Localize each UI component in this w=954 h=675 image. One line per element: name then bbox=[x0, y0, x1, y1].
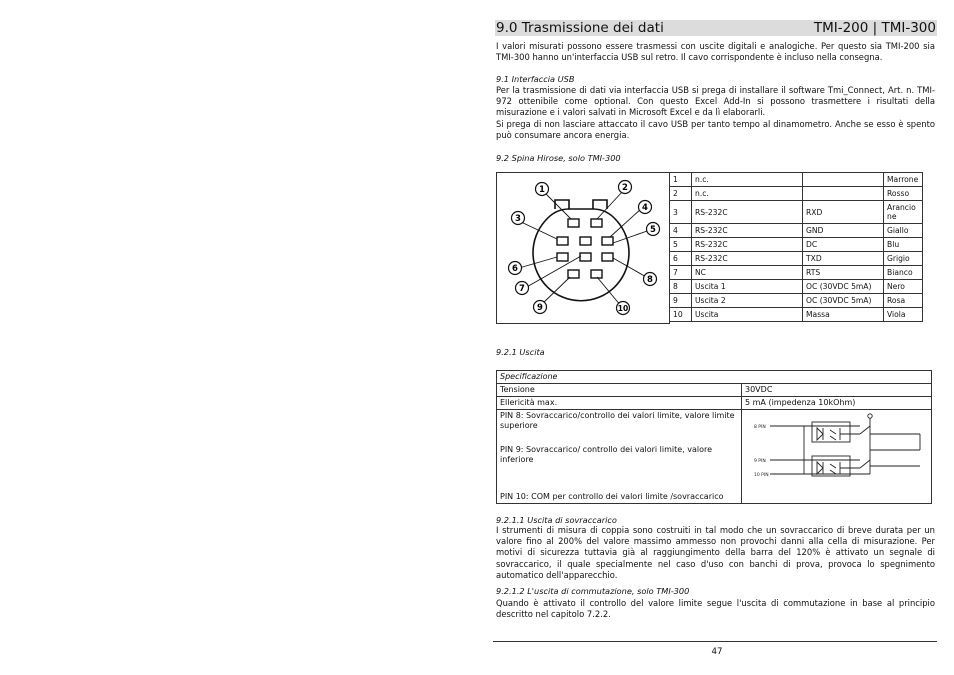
pin-name: Uscita 2 bbox=[692, 294, 803, 308]
pin8-description: PIN 8: Sovraccarico/controllo dei valori limite, valore limite superiore bbox=[500, 411, 735, 430]
pin-row bbox=[670, 224, 923, 238]
wire-color: Giallo bbox=[884, 224, 923, 238]
wire-color: Marrone bbox=[884, 173, 923, 187]
pin-assignment-table bbox=[669, 172, 923, 322]
overload-heading: 9.2.1.1 Uscita di sovraccarico bbox=[496, 515, 617, 525]
section-title: 9.0 Trasmissione dei dati bbox=[496, 20, 664, 36]
pin-name: n.c. bbox=[692, 173, 803, 187]
pin-number: 9 bbox=[670, 294, 692, 308]
pin-number: 7 bbox=[670, 266, 692, 280]
pin-name: Uscita 1 bbox=[692, 280, 803, 294]
wire-color: Arancio ne bbox=[884, 201, 923, 224]
connector-diagram-box bbox=[496, 172, 670, 324]
pin-signal: Massa bbox=[803, 308, 884, 322]
pin-signal: OC (30VDC 5mA) bbox=[803, 280, 884, 294]
pin-label-7: 7 bbox=[519, 284, 525, 294]
wire-color: Viola bbox=[884, 308, 923, 322]
circuit-label-pin10: 10 PIN bbox=[754, 473, 769, 478]
pin-name: RS-232C bbox=[692, 238, 803, 252]
pin-signal: GND bbox=[803, 224, 884, 238]
pin-name: RS-232C bbox=[692, 201, 803, 224]
pin-number: 4 bbox=[670, 224, 692, 238]
pin-label-10: 10 bbox=[617, 304, 629, 313]
pin-row bbox=[670, 280, 923, 294]
wire-color: Blu bbox=[884, 238, 923, 252]
uscita-heading: 9.2.1 Uscita bbox=[496, 347, 545, 357]
pin-row bbox=[670, 173, 923, 187]
usb-heading: 9.1 Interfaccia USB bbox=[496, 74, 575, 84]
wire-color: Grigio bbox=[884, 252, 923, 266]
spec-value: 30VDC bbox=[742, 384, 932, 397]
wire-color: Rosa bbox=[884, 294, 923, 308]
pin10-description: PIN 10: COM per controllo dei valori limite /sovraccarico bbox=[500, 492, 724, 501]
pin-name: Uscita bbox=[692, 308, 803, 322]
wire-color: Rosso bbox=[884, 187, 923, 201]
pin-number: 5 bbox=[670, 238, 692, 252]
pin-number: 3 bbox=[670, 201, 692, 224]
pin-row bbox=[670, 187, 923, 201]
pin-label-1: 1 bbox=[539, 185, 545, 195]
usb-paragraph-2: Si prega di non lasciare attaccato il cavo USB per tanto tempo al dinamometro. Anche se esso è spento può consumare ancora energia. bbox=[496, 119, 935, 141]
pin-signal bbox=[803, 173, 884, 187]
pin9-description: PIN 9: Sovraccarico/ controllo dei valori limite, valore inferiore bbox=[500, 445, 713, 464]
pin-signal: TXD bbox=[803, 252, 884, 266]
pin-signal: OC (30VDC 5mA) bbox=[803, 294, 884, 308]
spec-table bbox=[496, 370, 932, 504]
output-circuit-diagram bbox=[742, 410, 930, 500]
pin-signal: RXD bbox=[803, 201, 884, 224]
pin-number: 8 bbox=[670, 280, 692, 294]
spec-header: Specificazione bbox=[497, 371, 932, 384]
pin-label-6: 6 bbox=[512, 264, 518, 274]
pin-name: RS-232C bbox=[692, 224, 803, 238]
pin-name: n.c. bbox=[692, 187, 803, 201]
pin-signal bbox=[803, 187, 884, 201]
product-name: TMI-200 | TMI-300 bbox=[813, 20, 936, 36]
footer-rule bbox=[493, 641, 937, 642]
hirose-heading: 9.2 Spina Hirose, solo TMI-300 bbox=[496, 153, 621, 163]
pin-label-5: 5 bbox=[650, 225, 656, 235]
pin-row bbox=[670, 252, 923, 266]
pin-number: 2 bbox=[670, 187, 692, 201]
spec-label: Tensione bbox=[497, 384, 742, 397]
usb-paragraph-1: Per la trasmissione di dati via interfaccia USB si prega di installare il software Tmi_Connect, Art. n. TMI-972 ottenibile come optional. Con questo Excel Add-In si possono trasmettere i risultati della misurazione e i valori salvati in Microsoft Excel e da lì elaborarli. bbox=[496, 85, 935, 118]
pin-number: 1 bbox=[670, 173, 692, 187]
circuit-label-pin9: 9 PIN bbox=[754, 459, 766, 464]
pin-name: RS-232C bbox=[692, 252, 803, 266]
circuit-cell bbox=[742, 410, 932, 504]
pin-label-2: 2 bbox=[622, 183, 628, 193]
switching-paragraph: Quando è attivato il controllo del valore limite segue l'uscita di commutazione in base al principio descritto nel capitolo 7.2.2. bbox=[496, 598, 935, 620]
pin-row bbox=[670, 294, 923, 308]
pin-name: NC bbox=[692, 266, 803, 280]
pin-row bbox=[670, 201, 923, 224]
spec-value: 5 mA (impedenza 10kOhm) bbox=[742, 397, 932, 410]
wire-color: Bianco bbox=[884, 266, 923, 280]
pin-row bbox=[670, 238, 923, 252]
wire-color: Nero bbox=[884, 280, 923, 294]
pin-signal: DC bbox=[803, 238, 884, 252]
pin-label-9: 9 bbox=[537, 303, 543, 313]
pin-signal: RTS bbox=[803, 266, 884, 280]
switching-heading: 9.2.1.2 L'uscita di commutazione, solo TMI-300 bbox=[496, 586, 690, 596]
hirose-connector-diagram bbox=[497, 173, 669, 323]
pin-description-cell bbox=[497, 410, 742, 504]
pin-row bbox=[670, 308, 923, 322]
pin-label-4: 4 bbox=[642, 203, 648, 213]
page-number: 47 bbox=[711, 647, 723, 657]
spec-label: Ellericità max. bbox=[497, 397, 742, 410]
pin-row bbox=[670, 266, 923, 280]
pin-label-8: 8 bbox=[647, 275, 653, 285]
circuit-label-pin8: 8 PIN bbox=[754, 425, 766, 430]
overload-paragraph: I strumenti di misura di coppia sono costruiti in tal modo che un sovraccarico di breve durata per un valore fino al 200% del valore massimo ammesso non provochi danni alla cella di misurazione. Per motivi di sicurezza tuttavia già al raggiungimento della barra del 120% è attivato un segnale di sovraccarico, il quale specialmente nel caso d'uso con banchi di prova, provoca lo spegnimento automatico dell'apparecchio. bbox=[496, 525, 935, 580]
intro-paragraph: I valori misurati possono essere trasmessi con uscite digitali e analogiche. Per questo sia TMI-200 sia TMI-300 hanno un'interfaccia USB sul retro. Il cavo corrispondente è incluso nella consegna. bbox=[496, 41, 935, 63]
pin-number: 6 bbox=[670, 252, 692, 266]
pin-label-3: 3 bbox=[515, 214, 521, 224]
pin-number: 10 bbox=[670, 308, 692, 322]
